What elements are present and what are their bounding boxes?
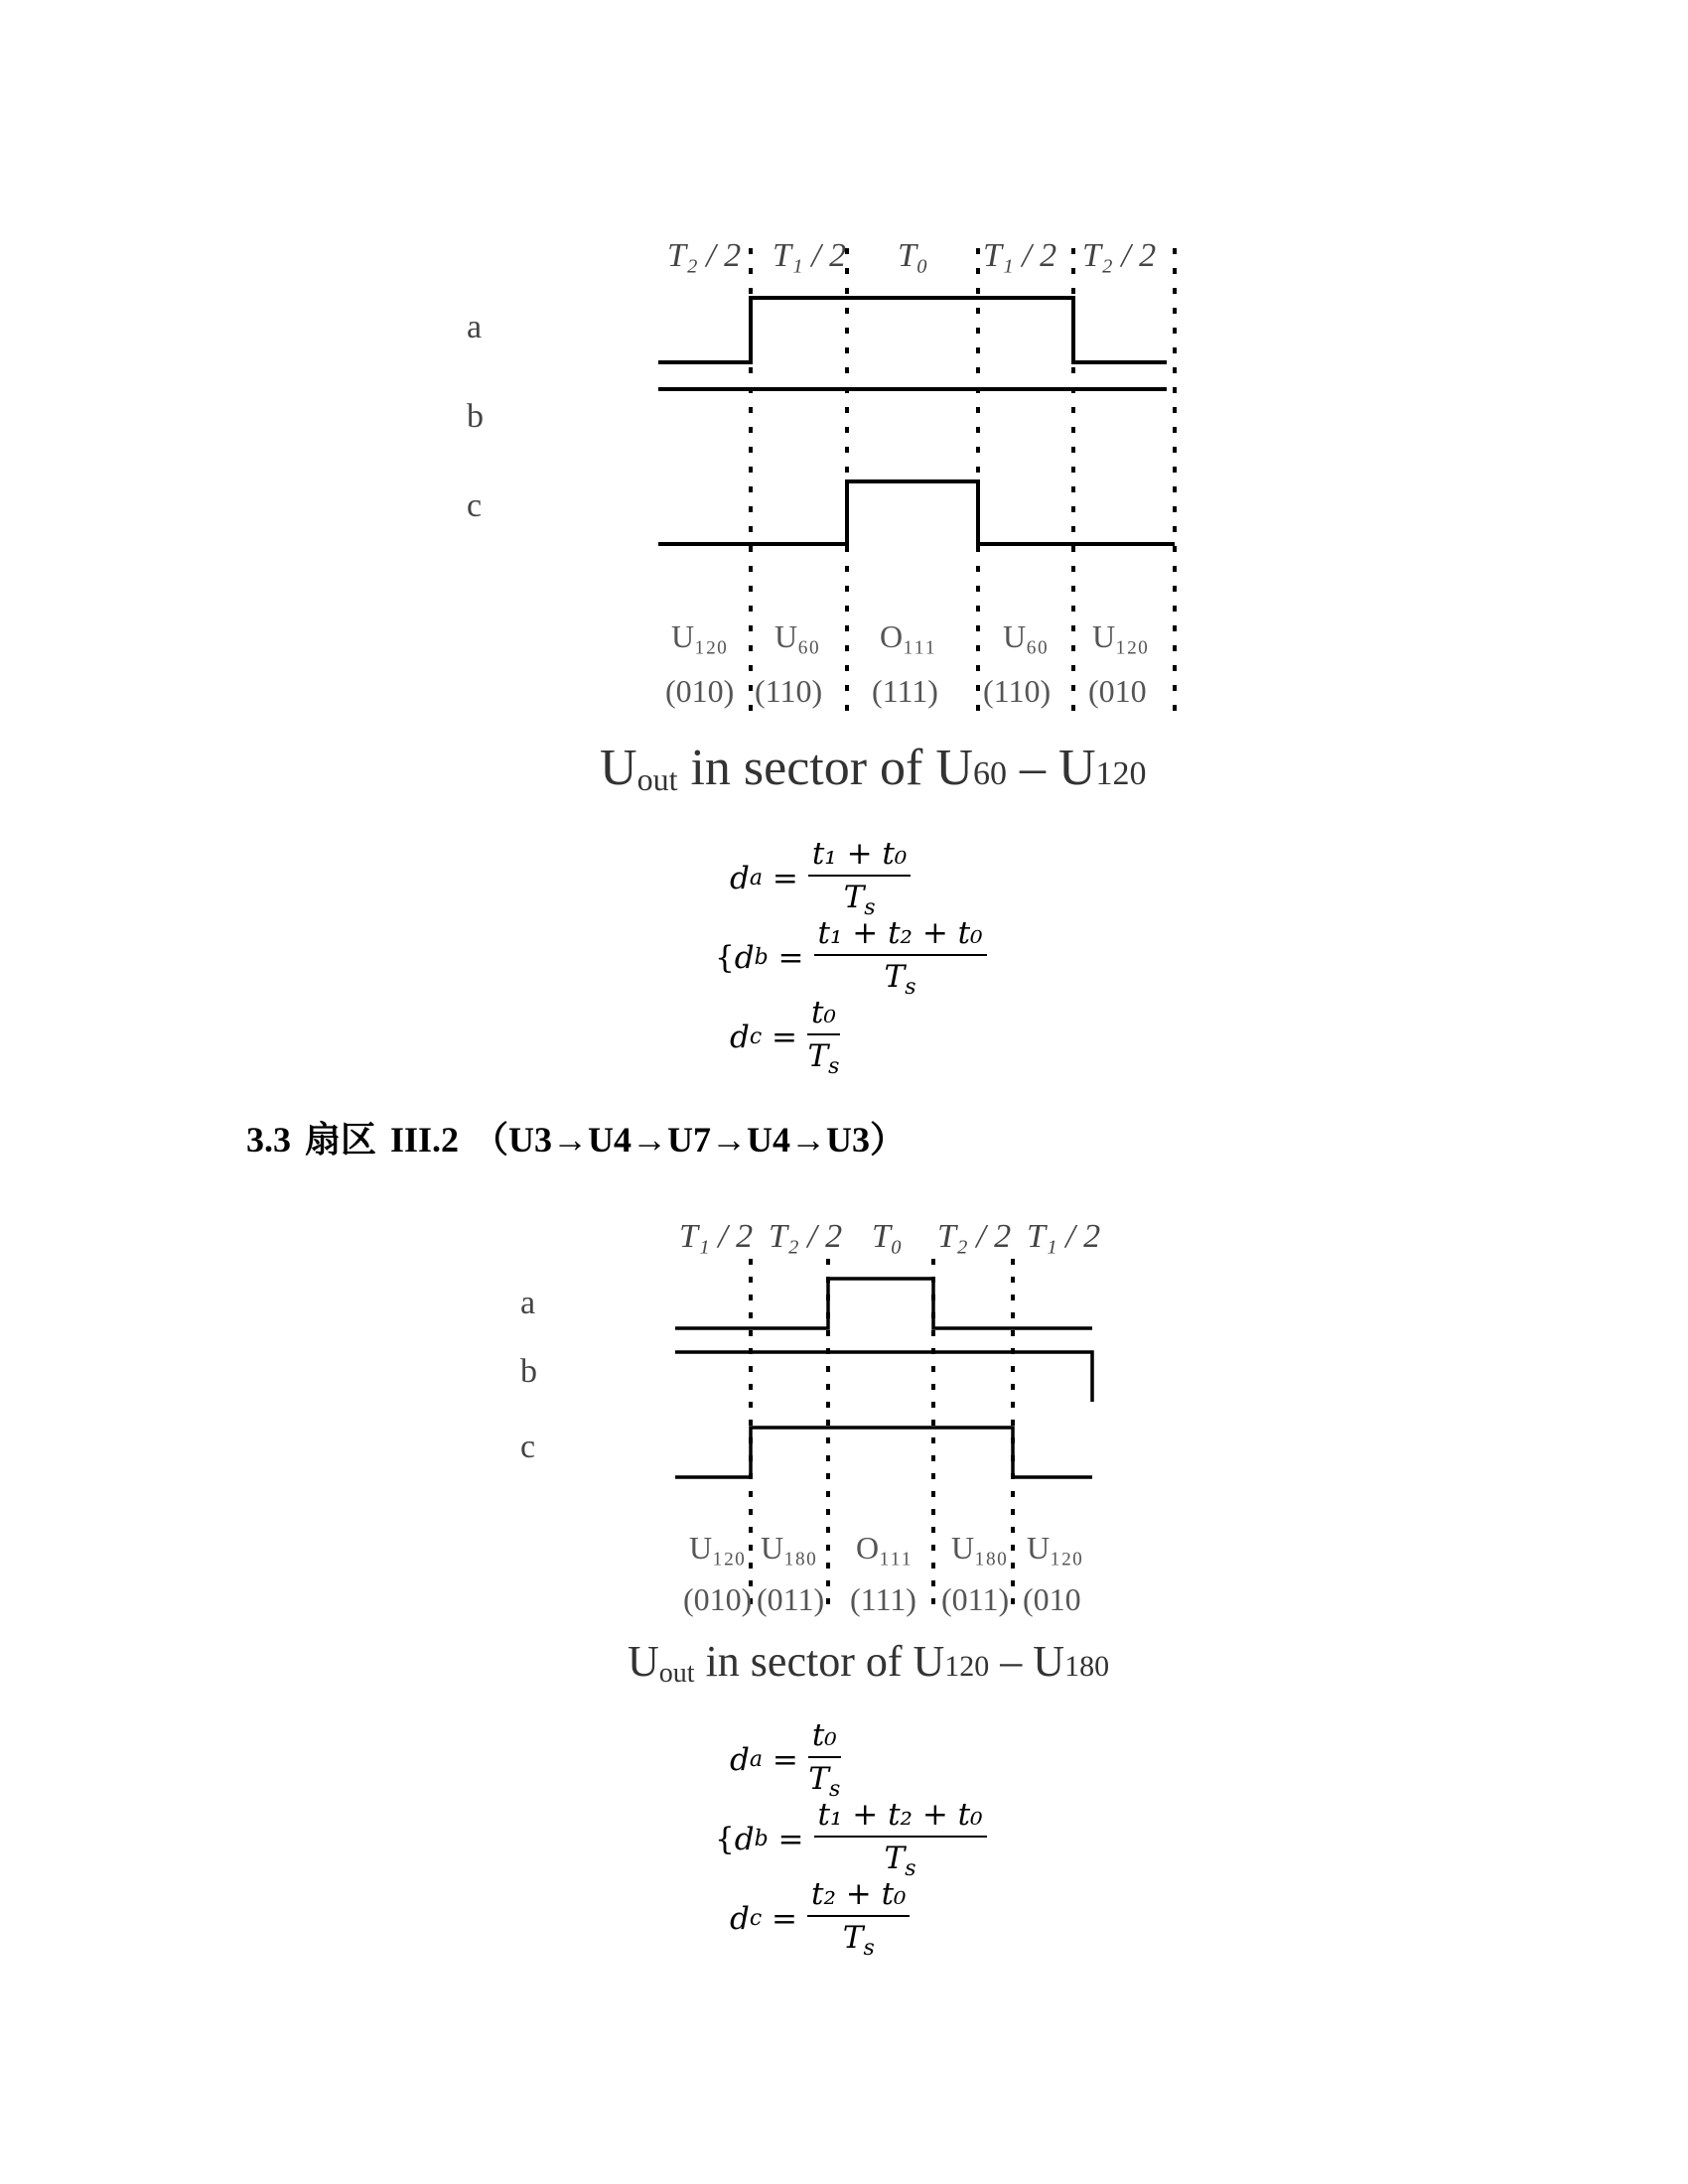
state-label: (010	[1023, 1581, 1081, 1617]
interval-label: T₁ / 2	[983, 237, 1057, 274]
signal-label-a: a	[467, 309, 483, 345]
equation-db: { d b = $\frac{\text{t₁ + t₂ + t₀}}{T_s}$	[715, 1797, 987, 1881]
equation-da: d a = $\frac{\text{t₁ + t₀}}{T_s}$	[730, 836, 911, 920]
state-label: (011)	[757, 1581, 825, 1617]
signal-label-b: b	[467, 398, 484, 435]
state-label: (111)	[850, 1581, 916, 1617]
state-label: (111)	[872, 673, 938, 709]
vector-label: U₁₂₀	[1027, 1530, 1083, 1566]
vector-label: U₁₂₀	[671, 618, 728, 654]
waveform-c	[675, 1428, 1092, 1477]
state-label: (010	[1088, 673, 1147, 709]
vector-label: U₆₀	[1003, 618, 1049, 654]
section-heading: 3.3 扇区 III.2 （U3→U4→U7→U4→U3）	[246, 1120, 907, 1160]
signal-label-b: b	[520, 1353, 537, 1390]
waveform-b	[675, 1352, 1092, 1402]
interval-label: T₂ / 2	[937, 1218, 1012, 1255]
equation-dc: d c = $\frac{\text{t₂ + t₀}}{T_s}$	[730, 1876, 910, 1961]
interval-label: T₂ / 2	[769, 1218, 843, 1255]
vector-label: U₁₈₀	[951, 1530, 1008, 1566]
interval-label: T₂ / 2	[1082, 237, 1157, 274]
vector-label: U₁₂₀	[1092, 618, 1149, 654]
signal-label-c: c	[520, 1429, 536, 1465]
equation-db: { d b = $\frac{\text{t₁ + t₂ + t₀}}{T_s}$	[715, 915, 987, 1000]
waveform-a	[675, 1279, 1092, 1328]
signal-label-c: c	[467, 487, 483, 524]
figure-caption: Uout in sector of U120 – U180	[628, 1637, 1110, 1689]
interval-label: T₁ / 2	[679, 1218, 754, 1255]
equation-dc: d c = $\frac{\text{t₀}}{T_s}$	[730, 995, 840, 1080]
vector-label: U₁₂₀	[689, 1530, 746, 1566]
state-label: (010)	[683, 1581, 753, 1617]
vector-label: O₁₁₁	[880, 618, 936, 654]
figure-caption: Uout in sector of U60 – U120	[600, 740, 1147, 797]
signal-label-a: a	[520, 1285, 536, 1321]
vector-label: U₆₀	[774, 618, 820, 654]
equation-da: d a = $\frac{\text{t₀}}{T_s}$	[730, 1717, 841, 1803]
vector-label: O₁₁₁	[856, 1530, 913, 1566]
state-label: (110)	[755, 673, 823, 709]
interval-label: T₂ / 2	[667, 237, 742, 274]
interval-label: T₀	[872, 1218, 903, 1255]
state-label: (110)	[983, 673, 1052, 709]
state-label: (011)	[941, 1581, 1010, 1617]
interval-label: T₁ / 2	[773, 237, 847, 274]
vector-label: U₁₈₀	[761, 1530, 817, 1566]
interval-label: T₁ / 2	[1027, 1218, 1101, 1255]
interval-label: T₀	[898, 237, 928, 274]
state-label: (010)	[665, 673, 735, 709]
